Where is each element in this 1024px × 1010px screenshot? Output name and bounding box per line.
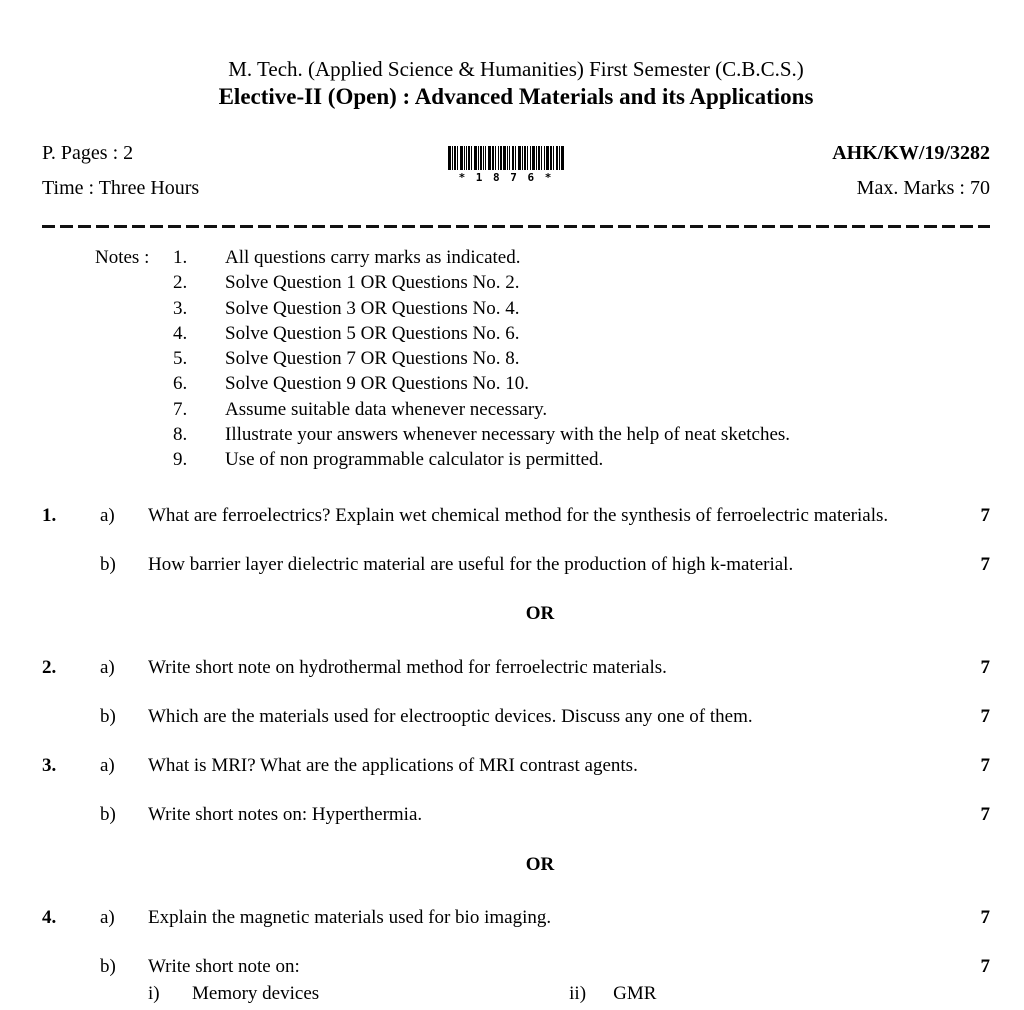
note-text: All questions carry marks as indicated.	[225, 247, 521, 268]
question-text: Write short note on hydrothermal method for ferroelectric materials.	[148, 656, 667, 678]
info-strip	[42, 142, 990, 199]
question-4b-subitems	[42, 981, 990, 1006]
note-text: Solve Question 5 OR Questions No. 6.	[225, 322, 520, 344]
barcode-digits: * 1 8 7 6 *	[458, 171, 554, 184]
notes-section	[95, 245, 990, 473]
part-label: a)	[100, 755, 115, 777]
part-label: a)	[100, 907, 115, 929]
info-right	[591, 142, 990, 199]
sub-item-text: Memory devices	[192, 982, 320, 1004]
dashed-divider	[42, 225, 990, 228]
question-number: 1.	[42, 504, 57, 526]
part-label: b)	[100, 705, 116, 727]
question-1a	[42, 503, 990, 528]
marks-value: 7	[980, 804, 990, 826]
marks-value: 7	[980, 907, 990, 929]
note-number: 7.	[173, 398, 188, 420]
note-number: 1.	[173, 247, 188, 268]
question-3a	[42, 753, 990, 778]
marks-value: 7	[980, 553, 990, 575]
note-item	[95, 371, 990, 396]
part-label: a)	[100, 504, 115, 526]
question-4a	[42, 905, 990, 930]
note-item	[95, 296, 990, 321]
note-number: 3.	[173, 297, 188, 319]
note-item	[95, 346, 990, 371]
note-item	[95, 447, 990, 472]
time-allowed: Time : Three Hours	[42, 177, 200, 199]
question-text: Write short note on:	[148, 956, 300, 978]
barcode-icon	[448, 146, 564, 170]
sub-item-text: GMR	[613, 982, 657, 1004]
note-number: 5.	[173, 348, 188, 370]
sub-item-ii	[569, 981, 656, 1006]
page-count: P. Pages : 2	[42, 142, 134, 164]
question-text: What is MRI? What are the applications of MRI contrast agents.	[148, 755, 638, 777]
info-center	[431, 146, 581, 184]
question-text: Explain the magnetic materials used for bio imaging.	[148, 907, 552, 929]
part-label: b)	[100, 804, 116, 826]
sub-item-label: i)	[148, 982, 160, 1004]
note-number: 8.	[173, 424, 188, 446]
note-text: Use of non programmable calculator is permitted.	[225, 449, 604, 471]
or-divider: OR	[525, 853, 555, 875]
question-1b	[42, 552, 990, 577]
question-2a	[42, 655, 990, 680]
part-label: a)	[100, 656, 115, 678]
note-number: 2.	[173, 272, 188, 294]
note-item	[95, 422, 990, 447]
note-text: Solve Question 7 OR Questions No. 8.	[225, 348, 520, 370]
note-item	[95, 397, 990, 422]
note-text: Assume suitable data whenever necessary.	[225, 398, 548, 420]
part-label: b)	[100, 956, 116, 978]
course-title: M. Tech. (Applied Science & Humanities) First Semester (C.B.C.S.)	[228, 57, 804, 81]
note-number: 6.	[173, 373, 188, 395]
note-text: Solve Question 9 OR Questions No. 10.	[225, 373, 529, 395]
marks-value: 7	[980, 755, 990, 777]
question-text: Write short notes on: Hyperthermia.	[148, 804, 423, 826]
note-item	[95, 321, 990, 346]
question-text: What are ferroelectrics? Explain wet chemical method for the synthesis of ferroelectric materials.	[148, 504, 889, 526]
title-block	[42, 56, 990, 112]
marks-value: 7	[980, 504, 990, 526]
note-number: 4.	[173, 322, 188, 344]
info-left	[42, 142, 441, 199]
paper-code: AHK/KW/19/3282	[832, 142, 990, 164]
marks-value: 7	[980, 656, 990, 678]
or-divider: OR	[525, 603, 555, 625]
questions-section	[42, 503, 990, 1006]
note-text: Solve Question 3 OR Questions No. 4.	[225, 297, 520, 319]
question-text: Which are the materials used for electrooptic devices. Discuss any one of them.	[148, 705, 753, 727]
marks-value: 7	[980, 705, 990, 727]
question-4b	[42, 954, 990, 979]
sub-item-label: ii)	[569, 982, 587, 1004]
question-text: How barrier layer dielectric material are useful for the production of high k-material.	[148, 553, 794, 575]
question-2b	[42, 704, 990, 729]
note-text: Solve Question 1 OR Questions No. 2.	[225, 272, 520, 294]
question-number: 3.	[42, 755, 57, 777]
question-number: 4.	[42, 907, 57, 929]
note-text: Illustrate your answers whenever necessary with the help of neat sketches.	[225, 424, 791, 446]
max-marks: Max. Marks : 70	[856, 177, 990, 199]
note-item	[95, 270, 990, 295]
note-item	[95, 245, 990, 270]
notes-label: Notes :	[95, 247, 150, 268]
question-3b	[42, 802, 990, 827]
paper-title: Elective-II (Open) : Advanced Materials and its Applications	[218, 84, 814, 109]
part-label: b)	[100, 553, 116, 575]
sub-item-i	[148, 981, 319, 1006]
question-number: 2.	[42, 656, 57, 678]
note-number: 9.	[173, 449, 188, 471]
marks-value: 7	[980, 956, 990, 978]
